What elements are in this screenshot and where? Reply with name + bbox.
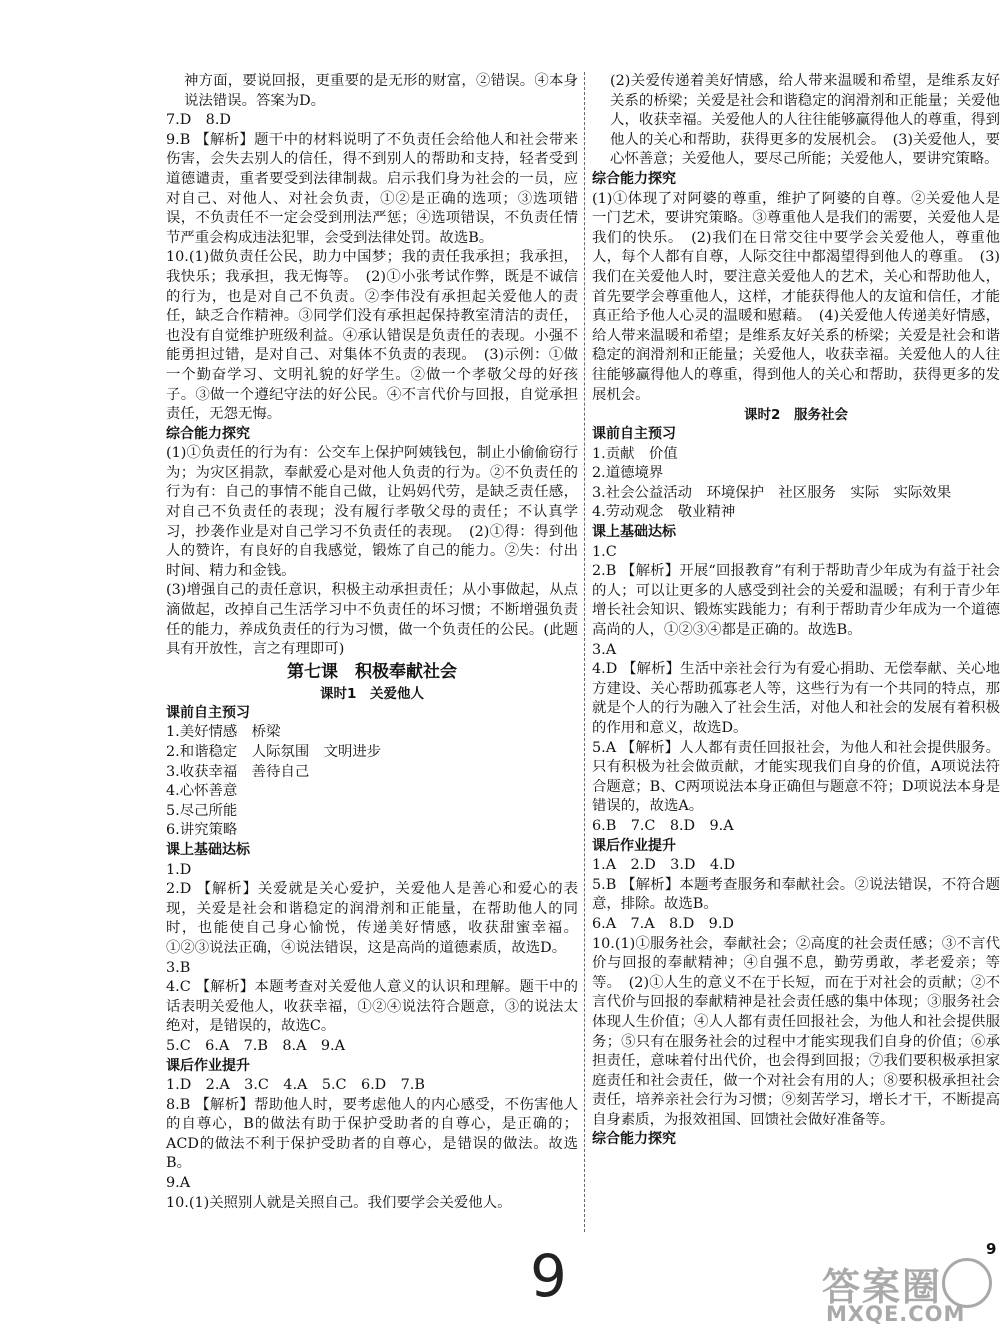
answer-paragraph: 1.美好情感 桥梁 xyxy=(166,724,281,741)
section-heading: 课上基础达标 xyxy=(592,524,676,541)
answer-paragraph: 2.和谐稳定 人际氛围 文明进步 xyxy=(166,744,382,760)
answer-paragraph: 神方面，要说回报，更重要的是无形的财富，②错误。④本身说法错误。答案为D。 xyxy=(184,73,578,109)
column-divider xyxy=(584,72,585,1232)
answer-paragraph: 6.B 7.C 8.D 9.A xyxy=(592,817,734,834)
answer-paragraph: 6.A 7.A 8.D 9.D xyxy=(592,915,734,932)
answer-paragraph: (2)关爱传递着美好情感，给人带来温暖和希望，是维系友好关系的桥梁；关爱是社会和谐稳定的润滑剂和正能量；关爱他人，收获幸福。关爱他人的人往往能够赢得他人的尊重，得到他人的关心和帮助，获得更多的发展机会。 (3)关爱他人，要心怀善意；关爱他人，要尽己所能；关爱他人，要讲究策略。 xyxy=(610,73,1000,168)
answer-paragraph: 4.心怀善意 xyxy=(166,783,238,800)
answer-paragraph: 3.A xyxy=(592,641,617,658)
answer-paragraph: 3.社会公益活动 环境保护 社区服务 实际 实际效果 xyxy=(592,484,952,501)
answer-paragraph: 1.D xyxy=(166,861,192,878)
watermark-url: MXQE.COM xyxy=(826,1302,966,1326)
section-heading: 课后作业提升 xyxy=(592,837,676,854)
answer-paragraph: 1.C xyxy=(592,543,617,560)
watermark-text: 答案圈 xyxy=(822,1265,943,1309)
lesson-title: 第七课 积极奉献社会 xyxy=(287,661,457,682)
answer-paragraph: 10.(1)关照别人就是关照自己。我们要学会关爱他人。 xyxy=(166,1194,512,1211)
answer-paragraph: (3)增强自己的责任意识，积极主动承担责任；从小事做起，从点滴做起，改掉自己生活学习中不负责任的坏习惯；不断增强负责任的能力，养成负责任的行为习惯，做一个负责任的公民。(此题具有开放性，言之有理即可) xyxy=(166,582,578,658)
section-heading: 课前自主预习 xyxy=(592,426,676,443)
period-title: 课时1 关爱他人 xyxy=(320,685,424,702)
section-heading: 综合能力探究 xyxy=(592,1131,676,1148)
watermark-logo xyxy=(818,1256,994,1328)
answer-paragraph: 4.劳动观念 敬业精神 xyxy=(592,504,736,521)
answer-paragraph: (1)①体现了对阿婆的尊重，维护了阿婆的自尊。②关爱他人是一门艺术，要讲究策略。③尊重他人是我们的需要，关爱他人是我们的快乐。 (2)我们在日常交往中要学会关爱他人，尊重他人，每个人都有自尊，人际交往中都渴望得到他人的尊重。 (3)我们在关爱他人时，要注意关爱他人的艺术，关心和帮助他人，首先要学会尊重他人，这样，才能获得他人的友谊和信任，才能真正给予他人心灵的温暖和慰藉。 (4)关爱他人传递美好情感，给人带来温暖和希望；是维系友好关系的桥梁；关爱是社会和谐稳定的润滑剂和正能量；关爱他人，收获幸福。关爱他人的人往往能够赢得他人的尊重，得到他人的关心和帮助，获得更多的发展机会。 xyxy=(592,190,1000,403)
answer-paragraph: 3.B xyxy=(166,959,191,976)
section-heading: 综合能力探究 xyxy=(166,425,250,442)
handwritten-page-mark: 9 xyxy=(530,1242,567,1310)
answer-paragraph: 5.B 【解析】本题考查服务和奉献社会。②说法错误，不符合题意，排除。故选B。 xyxy=(592,876,1000,913)
period-title: 课时2 服务社会 xyxy=(744,407,848,424)
answer-paragraph: 7.D 8.D xyxy=(166,112,231,129)
answer-paragraph: 3.收获幸福 善待自己 xyxy=(166,763,310,780)
answer-paragraph: 4.D 【解析】生活中亲社会行为有爱心捐助、无偿奉献、关心地方建设、关心帮助孤寡老人等，这些行为有一个共同的特点，那就是个人的行为融入了社会生活，对他人和社会的发展有着积极的作用和意义，故选D。 xyxy=(592,661,1000,736)
answer-paragraph: 4.C 【解析】本题考查对关爱他人意义的认识和理解。题干中的话表明关爱他人，收获幸福，①②④说法符合题意，③的说法太绝对，是错误的，故选C。 xyxy=(166,979,578,1035)
answer-paragraph: 1.贡献 价值 xyxy=(592,445,678,462)
left-column xyxy=(166,72,578,1213)
answer-paragraph: 2.道德境界 xyxy=(592,465,664,482)
answer-paragraph: 10.(1)做负责任公民，助力中国梦；我的责任我承担；我承担，我快乐；我承担，我无悔等。 (2)①小张考试作弊，既是不诚信的行为，也是对自己不负责。②李伟没有承担起关爱他人的责任，缺乏合作精神。③同学们没有承担起保持教室清洁的责任，也没有自觉维护班级利益。④承认错误是负责任的表现。小强不能勇担过错，是对自己、对集体不负责的表现。 (3)示例：①做一个勤奋学习、文明礼貌的好学生。②做一个孝敬父母的好孩子。③做一个遵纪守法的好公民。④不言代价与回报，自觉承担责任，无怨无悔。 xyxy=(166,249,578,423)
section-heading: 课后作业提升 xyxy=(166,1057,250,1074)
watermark-circle-icon xyxy=(942,1258,992,1308)
answer-paragraph: 9.A xyxy=(166,1175,191,1192)
answer-paragraph: 5.尽己所能 xyxy=(166,802,238,819)
answer-paragraph: 1.D 2.A 3.C 4.A 5.C 6.D 7.B xyxy=(166,1077,425,1094)
answer-paragraph: 9.B 【解析】题干中的材料说明了不负责任会给他人和社会带来伤害，会失去别人的信任，得不到别人的帮助和支持，轻者受到道德谴责，重者要受到法律制裁。启示我们身为社会的一员，应对自己、对他人、对社会负责，①②是正确的选项；③选项错误，不负责任不一定会受到刑法严惩；④选项错误，不负责任情节严重会构成违法犯罪，会受到法律处罚。故选B。 xyxy=(166,131,578,246)
answer-paragraph: (1)①负责任的行为有：公交车上保护阿姨钱包，制止小偷偷窃行为；为灾区捐款，奉献爱心是对他人负责的行为。②不负责任的行为有：自己的事情不能自己做，让妈妈代劳，是缺乏责任感，对自己不负责任的表现；没有履行孝敬父母的责任；不认真学习，抄袭作业是对自己学习不负责任的表现。 (2)①得：得到他人的赞许，有良好的自我感觉，锻炼了自己的能力。②失：付出时间、精力和金钱。 xyxy=(166,445,578,579)
answer-paragraph: 5.A 【解析】人人都有责任回报社会，为他人和社会提供服务。只有积极为社会做贡献，才能实现我们自身的价值，A项说法符合题意；B、C两项说法本身正确但与题意不符；D项说法本身是错误的，故选A。 xyxy=(592,739,1000,815)
page-number: 9 xyxy=(986,1240,997,1258)
answer-paragraph: 2.B 【解析】开展“回报教育”有利于帮助青少年成为有益于社会的人；可以让更多的人感受到社会的关爱和温暖；有利于青少年增长社会知识、锻炼实践能力；有利于帮助青少年成为一个道德高尚的人，①②③④都是正确的。故选B。 xyxy=(592,563,1000,639)
answer-paragraph: 5.C 6.A 7.B 8.A 9.A xyxy=(166,1037,345,1054)
answer-paragraph: 1.A 2.D 3.D 4.D xyxy=(592,857,736,874)
right-column xyxy=(592,72,1000,1150)
answer-paragraph: 10.(1)①服务社会，奉献社会；②高度的社会责任感；③不言代价与回报的奉献精神；④自强不息，勤劳勇敢，孝老爱亲；等等。 (2)①人生的意义不在于长短，而在于对社会的贡献；②不言代价与回报的奉献精神是社会责任感的集中体现；③服务社会体现人生价值；④人人都有责任回报社会，为他人和社会提供服务；⑤只有在服务社会的过程中才能实现我们自身的价值；⑥承担责任，意味着付出代价，也会得到回报；⑦我们要积极承担家庭责任和社会责任，做一个对社会有用的人；⑧要积极承担社会责任，培养亲社会行为习惯；⑨刻苦学习，增长才干，不断提高自身素质，为报效祖国、回馈社会做好准备等。 xyxy=(592,935,1000,1128)
answer-paragraph: 8.B 【解析】帮助他人时，要考虑他人的内心感受，不伤害他人的自尊心，B的做法有助于保护受助者的自尊心，是正确的；ACD的做法不利于保护受助者的自尊心，是错误的做法。故选B。 xyxy=(166,1096,578,1172)
section-heading: 课前自主预习 xyxy=(166,704,250,721)
section-heading: 综合能力探究 xyxy=(592,170,676,187)
answer-paragraph: 6.讲究策略 xyxy=(166,822,238,839)
answer-paragraph: 2.D 【解析】关爱就是关心爱护，关爱他人是善心和爱心的表现，关爱是社会和谐稳定的润滑剂和正能量，在帮助他人的同时，也能使自己身心愉悦，传递美好情感，收获甜蜜幸福。①②③说法正确，④说法错误，这是高尚的道德素质，故选D。 xyxy=(166,881,578,956)
section-heading: 课上基础达标 xyxy=(166,841,250,858)
